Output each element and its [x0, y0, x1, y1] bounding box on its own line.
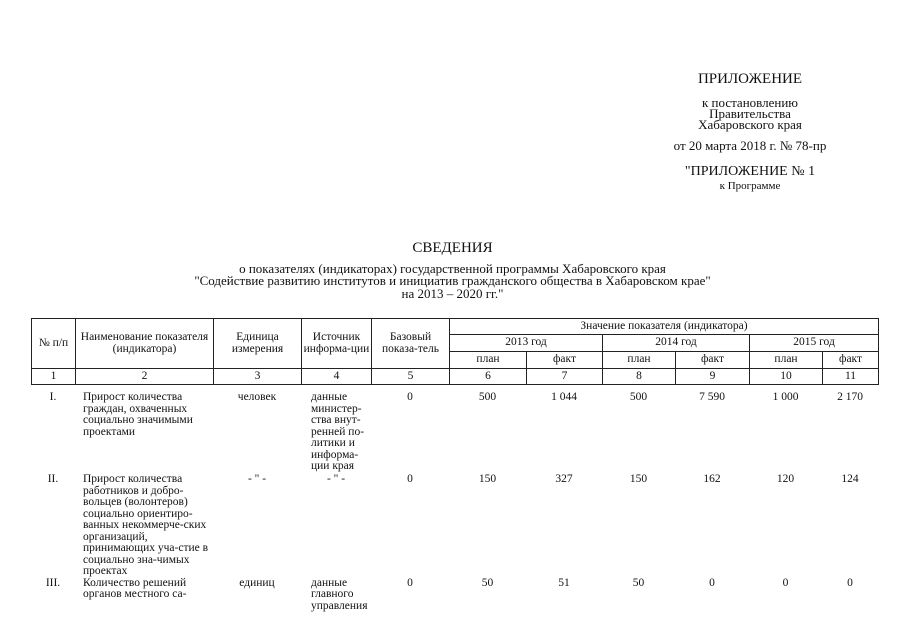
col-number: 6	[450, 369, 527, 385]
col-number: 11	[823, 369, 879, 385]
table-row	[31, 578, 878, 628]
row-source: данные министер-ства внут-ренней по-литики и информа-ции края	[311, 391, 365, 472]
header-unit: Единица измерения	[214, 319, 302, 369]
appendix-program: к Программе	[719, 180, 781, 192]
header-name: Наименование показателя (индикатора)	[76, 319, 214, 369]
col-number: 9	[676, 369, 750, 385]
document-subtitle-2: "Содействие развитию институтов и инициатив гражданского общества в Хабаровском крае"	[194, 273, 711, 288]
row-num: III.	[45, 576, 61, 589]
row-2013-plan: 500	[478, 391, 497, 403]
col-number: 8	[603, 369, 676, 385]
header-source: Источник информа-ции	[302, 319, 372, 369]
header-fact-2015: факт	[823, 352, 879, 369]
row-2015-plan: 1 000	[772, 391, 799, 403]
row-name: Прирост количества работников и добро-вольцев (волонтеров) социально ориентиро-ванных некоммерче-ских организаций, принимающих уча-стие в социально зна-чимых проектах	[83, 473, 209, 577]
row-2013-plan: 50	[481, 576, 494, 589]
document-subtitle-1: о показателях (индикаторах) государственной программы Хабаровского края	[239, 261, 666, 276]
row-2014-fact: 7 590	[699, 391, 725, 403]
row-2014-plan: 50	[632, 576, 645, 589]
row-name: Количество решений органов местного са-	[83, 576, 187, 600]
row-unit: - " -	[247, 473, 267, 485]
table-row	[31, 392, 878, 474]
appendix-line-1: к постановлению	[701, 95, 799, 110]
appendix-line-2: Правительства	[709, 106, 791, 121]
row-2014-plan: 500	[629, 391, 648, 403]
indicators-table-header	[31, 318, 879, 385]
col-number: 4	[302, 369, 372, 385]
row-2015-fact: 2 170	[837, 391, 863, 403]
indicators-table-body	[31, 392, 878, 628]
col-number: 10	[750, 369, 823, 385]
header-year-2014: 2014 год	[603, 335, 750, 352]
header-plan-2015: план	[750, 352, 823, 369]
header-num: № п/п	[32, 319, 76, 369]
row-base: 0	[407, 576, 413, 589]
row-2014-fact: 0	[709, 576, 715, 589]
appendix-line-3: Хабаровского края	[698, 117, 802, 132]
appendix-title: ПРИЛОЖЕНИЕ	[697, 71, 803, 87]
header-fact-2013: факт	[527, 352, 603, 369]
row-base: 0	[407, 391, 413, 403]
row-source: данные главного управления	[311, 576, 368, 612]
header-value: Значение показателя (индикатора)	[450, 319, 879, 335]
column-numbers-row	[32, 369, 879, 385]
header-base: Базовый показа-тель	[372, 319, 450, 369]
col-number: 7	[527, 369, 603, 385]
row-2013-plan: 150	[478, 473, 497, 485]
col-number: 3	[214, 369, 302, 385]
header-year-2013: 2013 год	[450, 335, 603, 352]
table-row	[31, 474, 878, 578]
row-source: - " -	[326, 473, 346, 485]
header-plan-2014: план	[603, 352, 676, 369]
row-base: 0	[407, 473, 413, 485]
row-2014-fact: 162	[703, 473, 721, 485]
header-fact-2014: факт	[676, 352, 750, 369]
document-title: СВЕДЕНИЯ	[412, 240, 493, 256]
row-2015-fact: 124	[841, 473, 859, 485]
row-num: I.	[49, 391, 57, 403]
header-plan-2013: план	[450, 352, 527, 369]
appendix-number: "ПРИЛОЖЕНИЕ № 1	[684, 164, 816, 179]
col-number: 2	[76, 369, 214, 385]
row-2015-plan: 0	[782, 576, 789, 589]
row-name: Прирост количества граждан, охваченных социально значимыми проектами	[83, 391, 193, 438]
row-num: II.	[47, 473, 59, 485]
row-2013-fact: 1 044	[551, 391, 577, 403]
row-2015-fact: 0	[847, 576, 853, 589]
col-number: 5	[372, 369, 450, 385]
row-2014-plan: 150	[629, 473, 648, 485]
row-2013-fact: 51	[558, 576, 570, 589]
row-unit: единиц	[239, 576, 275, 589]
col-number: 1	[32, 369, 76, 385]
appendix-date-line: от 20 марта 2018 г. № 78-пр	[673, 138, 827, 153]
row-2015-plan: 120	[776, 473, 795, 485]
document-subtitle-3: на 2013 – 2020 гг."	[401, 286, 504, 301]
row-unit: человек	[237, 391, 277, 403]
header-year-2015: 2015 год	[750, 335, 879, 352]
row-2013-fact: 327	[555, 473, 573, 485]
